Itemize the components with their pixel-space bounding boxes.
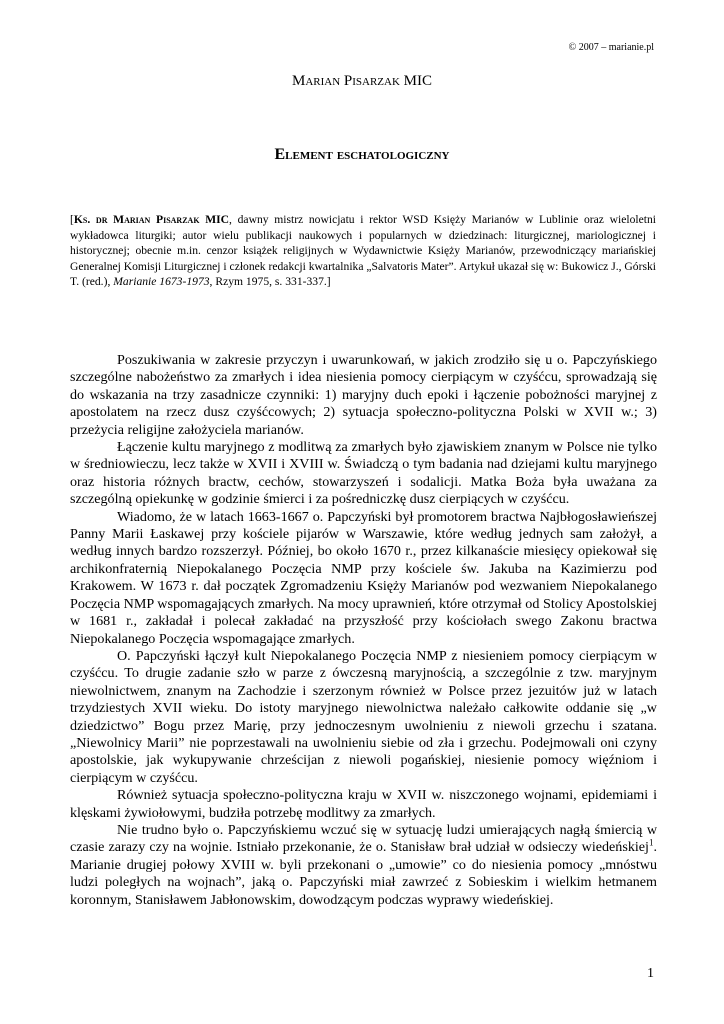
- note-open-bracket: [: [70, 213, 74, 226]
- body-paragraph-last: [70, 822, 657, 909]
- note-text-2: , Rzym 1975, s. 331-337.]: [209, 275, 331, 288]
- body-paragraph: O. Papczyński łączył kult Niepokalanego Poczęcia NMP z niesieniem pomocy cierpiącym w czyśćcu. To drugie zadanie szło w parze z ówczesną maryjnością, a szczególnie z tzw. maryjnym niewolnictwem, znanym na Zachodzie i szerzonym również w Polsce przez jezuitów już w latach trzydziestych XVII wieku. Do istoty maryjnego niewolnictwa należało całkowite oddanie się „w dziedzictwo” Bogu przez Marię, przy jednoczesnym uwolnieniu z niewoli grzechu i szatana. „Niewolnicy Marii” nie poprzestawali na uwolnieniu siebie od zła i grzechu. Podejmowali oni czyny apostolskie, jak wykupywanie chrześcijan z niewoli pogańskiej, niesienie pomocy więźniom i cierpiącym w czyśćcu.: [70, 647, 657, 786]
- body-paragraph: Poszukiwania w zakresie przyczyn i uwarunkowań, w jakich zrodziło się u o. Papczyńskiego szczególne nabożeństwo za zmarłych i idea niesienia pomocy cierpiącym w czyśćcu, sprowadzają się do wskazania na trzy zasadnicze czynniki: 1) maryjny duch epoki i łączenie pobożności maryjnej z apostolatem na rzecz dusz czyśćcowych; 2) sytuacja społeczno-polityczna Polski w XVII w.; 3) przeżycia religijne założyciela marianów.: [70, 352, 657, 438]
- article-author: Marian Pisarzak MIC: [291, 73, 433, 89]
- article-title: Element eschatologiczny: [274, 146, 450, 163]
- body-paragraph: Łączenie kultu maryjnego z modlitwą za zmarłych było zjawiskiem znanym w Polsce nie tylko w średniowieczu, lecz także w XVII i XVIII w. Świadczą o tym badania nad dziejami kultu maryjnego oraz historia różnych bractw, cechów, stowarzyszeń i sodalicji. Matka Boża była uważana za szczególną opiekunkę w godzinie śmierci i za pośredniczkę dusz cierpiących w czyśćcu.: [70, 439, 657, 508]
- editorial-note: [70, 212, 656, 290]
- body-paragraph: Również sytuacja społeczno-polityczna kraju w XVII w. niszczonego wojnami, epidemiami i klęskami żywiołowymi, budziła potrzebę modlitwy za zmarłych.: [70, 787, 657, 821]
- note-text-1: , dawny mistrz nowicjatu i rektor WSD Księży Marianów w Lublinie oraz wieloletni wykładowca liturgiki; autor wielu publikacji naukowych i popularnych w dziedzinach: liturgicznej, mariologicznej i historycznej; obecnie m.in. cenzor książek religijnych w Wydawnictwie Księży Marianów, przewodniczący mariańskiej Generalnej Komisji Liturgicznej i członek redakcji kwartalnika „Salvatoris Mater”. Artykuł ukazał się w: Bukowicz J., Górski T. (red.),: [70, 213, 656, 288]
- last-paragraph-text-before: Nie trudno było o. Papczyńskiemu wczuć się w sytuację ludzi umierających nagłą śmiercią w czasie zarazy czy na wojnie. Istniało przekonanie, że o. Stanisław brał udział w odsieczy wiedeńskiej: [70, 821, 657, 856]
- note-book-title: Marianie 1673-1973: [113, 275, 210, 288]
- last-paragraph-text-after: . Marianie drugiej połowy XVIII w. byli przekonani o „umowie” co do niesienia pomocy „mnóstwu ludzi poległych na wojnach”, jaką o. Papczyński miał zawrzeć z Sobieskim i wielkim hetmanem koronnym, Stanisławem Jabłonowskim, dowodzącym podczas wyprawy wiedeńskiej.: [70, 839, 657, 908]
- footnote-reference[interactable]: 1: [648, 837, 654, 848]
- note-author-name: Ks. dr Marian Pisarzak MIC: [73, 213, 230, 226]
- body-paragraph: Wiadomo, że w latach 1663-1667 o. Papczyński był promotorem bractwa Najbłogosławieńszej Panny Marii Łaskawej przy kościele pijarów w Warszawie, które według jednych sam założył, a według innych bardzo rozszerzył. Później, bo około 1670 r., przez kilkanaście miesięcy opiekował się archikonfraternią Niepokalanego Poczęcia NMP przy kościele św. Jakuba na Kazimierzu pod Krakowem. W 1673 r. dał początek Zgromadzeniu Księży Marianów pod wezwaniem Niepokalanego Poczęcia NMP wspomagających zmarłych. Na mocy uprawnień, które otrzymał od Stolicy Apostolskiej w 1681 r., zakładał i polecał zakładać na przyszłość przy kościołach swego Zakonu bractwa Niepokalanego Poczęcia wspomagające zmarłych.: [70, 508, 657, 647]
- copyright-notice: © 2007 – marianie.pl: [568, 42, 654, 53]
- article-body: [70, 352, 657, 909]
- page-number: 1: [647, 966, 654, 981]
